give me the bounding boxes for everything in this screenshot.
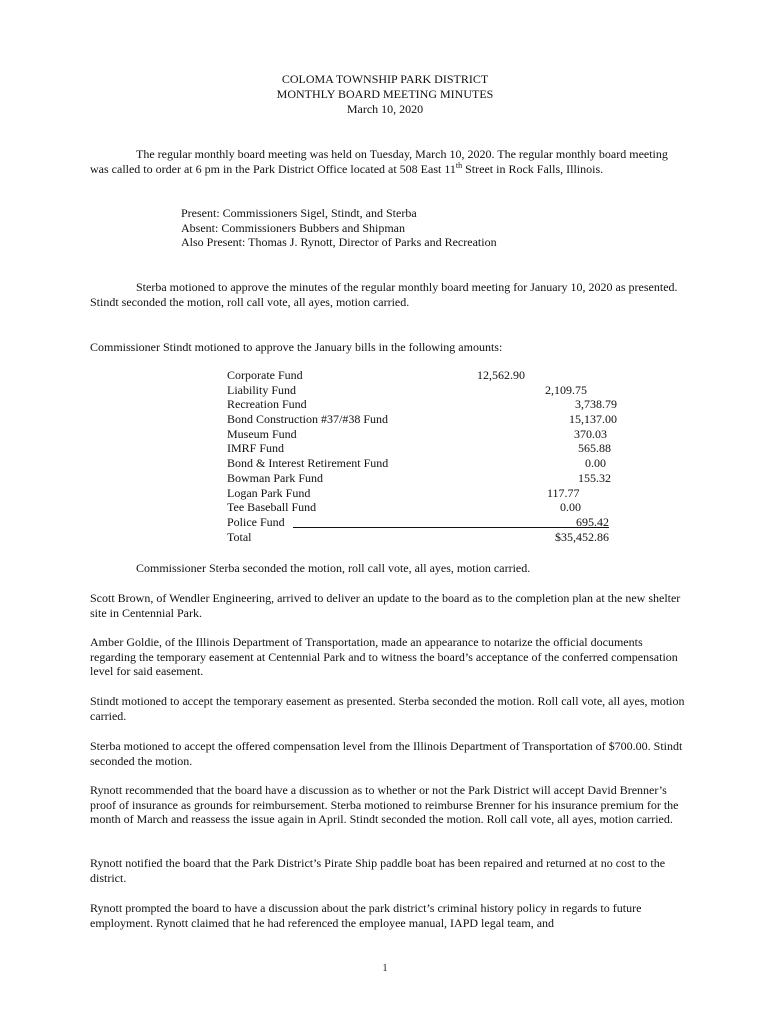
fund-name: Tee Baseball Fund (227, 500, 317, 515)
fund-amount: 155.32 (578, 470, 611, 485)
fund-amount: 3,738.79 (575, 397, 617, 412)
fund-amount: $35,452.86 (555, 529, 609, 544)
brown-paragraph: Scott Brown, of Wendler Engineering, arrived to deliver an update to the board as to the completion plan at the new shelter site in Centennial Park. (90, 591, 681, 620)
fund-total-row (227, 530, 617, 545)
minutes-title: MONTHLY BOARD MEETING MINUTES (276, 87, 494, 101)
also-present-line: Also Present: Thomas J. Rynott, Director of Parks and Recreation (181, 235, 497, 250)
fund-row (227, 500, 617, 515)
fund-amount: 12,562.90 (477, 368, 525, 382)
fund-amount: 117.77 (547, 485, 580, 500)
fund-amount: 2,109.75 (545, 382, 587, 397)
fund-row (227, 486, 617, 501)
fund-name: Museum Fund (227, 426, 297, 441)
fund-row (227, 383, 617, 398)
fund-row (227, 368, 617, 383)
fund-name: Logan Park Fund (227, 485, 311, 500)
fund-name: Bond & Interest Retirement Fund (227, 456, 389, 471)
fund-list (227, 368, 617, 544)
fund-row (227, 427, 617, 442)
fund-amount: 0.00 (585, 456, 606, 471)
document-header (0, 72, 770, 117)
intro-text-1: The regular monthly board meeting was held on Tuesday, March 10, 2020. The regular monthly board meeting was called to order at 6 pm in the Park District Office located at 508 East 11 (90, 147, 668, 176)
attendance-block (181, 206, 497, 250)
fund-amount: 15,137.00 (569, 412, 617, 427)
minutes-motion-paragraph: Sterba motioned to approve the minutes of the regular monthly board meeting for January 10, 2020 as presented. Stindt seconded the motion, roll call vote, all ayes, motion carried. (90, 280, 678, 309)
easement-paragraph: Stindt motioned to accept the temporary easement as presented. Sterba seconded the motion. Roll call vote, all ayes, motion carried. (90, 694, 685, 723)
fund-row (227, 515, 617, 530)
district-title: COLOMA TOWNSHIP PARK DISTRICT (281, 72, 489, 86)
fund-name: Corporate Fund (227, 368, 303, 382)
intro-text-2: Street in Rock Falls, Illinois. (462, 161, 604, 176)
fund-name: Total (227, 529, 252, 544)
fund-underline (293, 527, 609, 528)
fund-name: Recreation Fund (227, 397, 307, 412)
fund-amount: 565.88 (578, 441, 611, 456)
fund-name: Liability Fund (227, 382, 296, 397)
goldie-paragraph: Amber Goldie, of the Illinois Department of Transportation, made an appearance to notarize the official documents regarding the temporary easement at Centennial Park and to witness the board’s acceptance of the conferred compensation level for said easement. (90, 635, 678, 679)
fund-row (227, 471, 617, 486)
fund-amount: 370.03 (574, 426, 607, 441)
intro-paragraph (90, 147, 685, 176)
present-line: Present: Commissioners Sigel, Stindt, and Sterba (181, 206, 417, 220)
absent-line: Absent: Commissioners Bubbers and Shipman (181, 220, 405, 235)
page-number: 1 (382, 963, 388, 974)
compensation-paragraph: Sterba motioned to accept the offered compensation level from the Illinois Department of Transportation of $700.00. Stindt seconded the motion. (90, 739, 683, 768)
fund-row (227, 397, 617, 412)
fund-name: Bond Construction #37/#38 Fund (227, 412, 389, 427)
fund-row (227, 412, 617, 427)
meeting-date: March 10, 2020 (346, 102, 424, 116)
bills-intro-paragraph: Commissioner Stindt motioned to approve the January bills in the following amounts: (90, 340, 503, 354)
brenner-paragraph: Rynott recommended that the board have a discussion as to whether or not the Park District will accept David Brenner’s proof of insurance as grounds for reimbursement. Sterba motioned to reimburse Brenner for his insurance premium for the month of March and reassess the issue again in April. Stindt seconded the motion. Roll call vote, all ayes, motion carried. (90, 783, 679, 827)
fund-row (227, 441, 617, 456)
fund-amount: 0.00 (560, 500, 581, 515)
criminal-history-paragraph: Rynott prompted the board to have a discussion about the park district’s criminal history policy in regards to future employment. Rynott claimed that he had referenced the employee manual, IAPD legal team, and (90, 901, 642, 930)
fund-name: IMRF Fund (227, 441, 285, 456)
pirate-ship-paragraph: Rynott notified the board that the Park District’s Pirate Ship paddle boat has been repaired and returned at no cost to the district. (90, 856, 666, 885)
fund-name: Police Fund (227, 514, 285, 529)
intro-superscript: th (455, 160, 463, 170)
fund-name: Bowman Park Fund (227, 470, 323, 485)
fund-row (227, 456, 617, 471)
seconded-paragraph: Commissioner Sterba seconded the motion, roll call vote, all ayes, motion carried. (136, 561, 531, 575)
fund-amount: 695.42 (576, 514, 609, 529)
